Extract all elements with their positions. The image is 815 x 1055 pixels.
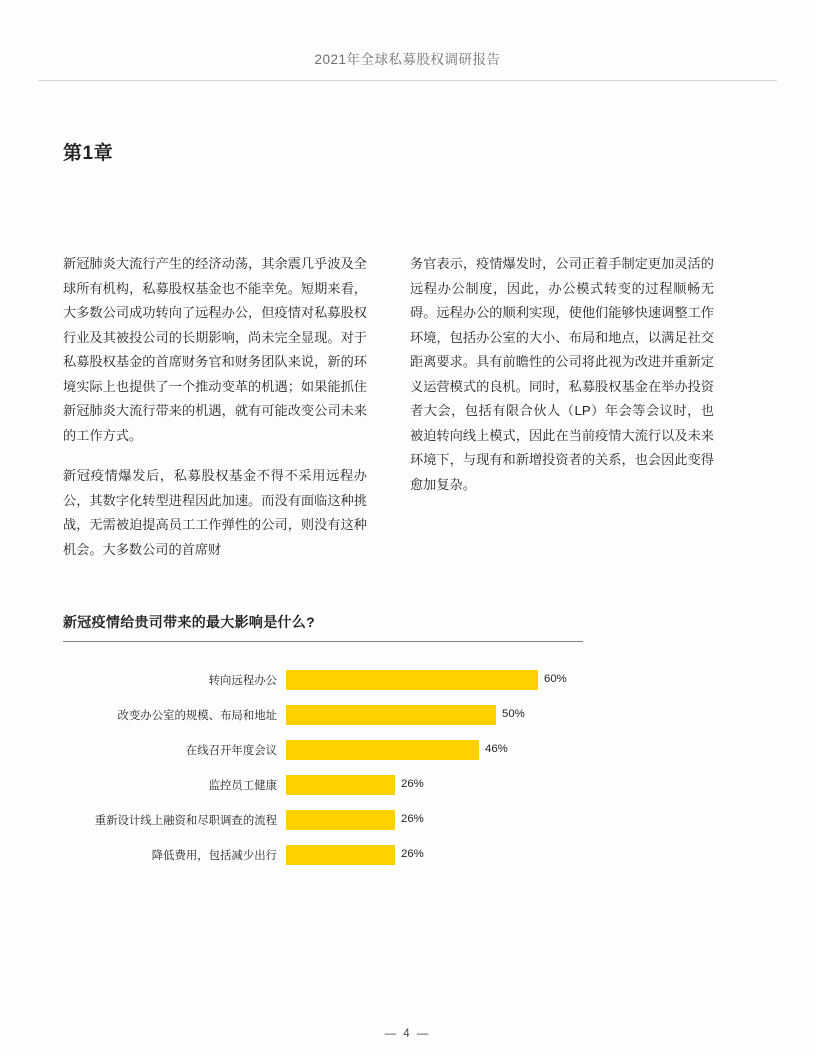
bar-row <box>63 810 763 830</box>
chart-title: 新冠疫情给贵司带来的最大影响是什么? <box>63 614 315 630</box>
paragraph: 务官表示，疫情爆发时，公司正着手制定更加灵活的远程办公制度，因此，办公模式转变的过程顺畅无碍。远程办公的顺利实现，使他们能够快速调整工作环境，包括办公室的大小、布局和地点，以满足社交距离要求。具有前瞻性的公司将此视为改进并重新定义运营模式的良机。同时，私募股权基金在举办投资者大会，包括有限合伙人（LP）年会等会议时，也被迫转向线上模式，因此在当前疫情大流行以及未来环境下，与现有和新增投资者的关系，也会因此变得愈加复杂。 <box>410 256 714 492</box>
header-title: 2021年全球私募股权调研报告 <box>314 52 501 67</box>
page-header <box>0 48 815 69</box>
bar-track <box>286 810 763 830</box>
header-divider <box>38 80 777 81</box>
chapter-heading: 第1章 <box>63 143 114 164</box>
chart-section <box>63 612 763 880</box>
bar-row <box>63 705 763 725</box>
bar-value-label: 60% <box>544 673 567 685</box>
paragraph: 新冠肺炎大流行产生的经济动荡，其余震几乎波及全球所有机构，私募股权基金也不能幸免。短期来看，大多数公司成功转向了远程办公，但疫情对私募股权行业及其被投公司的长期影响，尚未完全显现。对于私募股权基金的首席财务官和财务团队来说，新的环境实际上也提供了一个推动变革的机遇；如果能抓住新冠肺炎大流行带来的机遇，就有可能改变公司未来的工作方式。 <box>63 256 367 443</box>
bar-category-label: 转向远程办公 <box>208 675 277 687</box>
bar-value-label: 46% <box>485 743 508 755</box>
bar-fill <box>286 845 395 865</box>
bar-row <box>63 775 763 795</box>
bar-track <box>286 705 763 725</box>
bar-fill <box>286 740 479 760</box>
bar-row <box>63 845 763 865</box>
bar-fill <box>286 775 395 795</box>
body-column-left <box>63 252 367 562</box>
bar-value-label: 26% <box>401 848 424 860</box>
bar-category-label: 改变办公室的规模、布局和地址 <box>117 710 277 722</box>
bar-track <box>286 670 763 690</box>
bar-fill <box>286 705 496 725</box>
bar-row <box>63 740 763 760</box>
bar-track <box>286 740 763 760</box>
bar-track <box>286 775 763 795</box>
bar-fill <box>286 670 538 690</box>
bar-track <box>286 845 763 865</box>
bar-value-label: 26% <box>401 778 424 790</box>
bar-category-label: 监控员工健康 <box>208 780 277 792</box>
page-footer: — 4 — <box>384 1028 431 1040</box>
chart-divider <box>63 641 583 642</box>
bar-value-label: 50% <box>502 708 525 720</box>
bar-value-label: 26% <box>401 813 424 825</box>
bar-row <box>63 670 763 690</box>
bar-category-label: 降低费用，包括减少出行 <box>151 850 277 862</box>
bar-chart <box>63 670 763 865</box>
bar-fill <box>286 810 395 830</box>
bar-category-label: 在线召开年度会议 <box>185 745 277 757</box>
body-column-right <box>410 252 714 497</box>
paragraph: 新冠疫情爆发后，私募股权基金不得不采用远程办公，其数字化转型进程因此加速。而没有面临这种挑战，无需被迫提高员工工作弹性的公司，则没有这种机会。大多数公司的首席财 <box>63 468 367 557</box>
bar-category-label: 重新设计线上融资和尽职调查的流程 <box>94 815 277 827</box>
